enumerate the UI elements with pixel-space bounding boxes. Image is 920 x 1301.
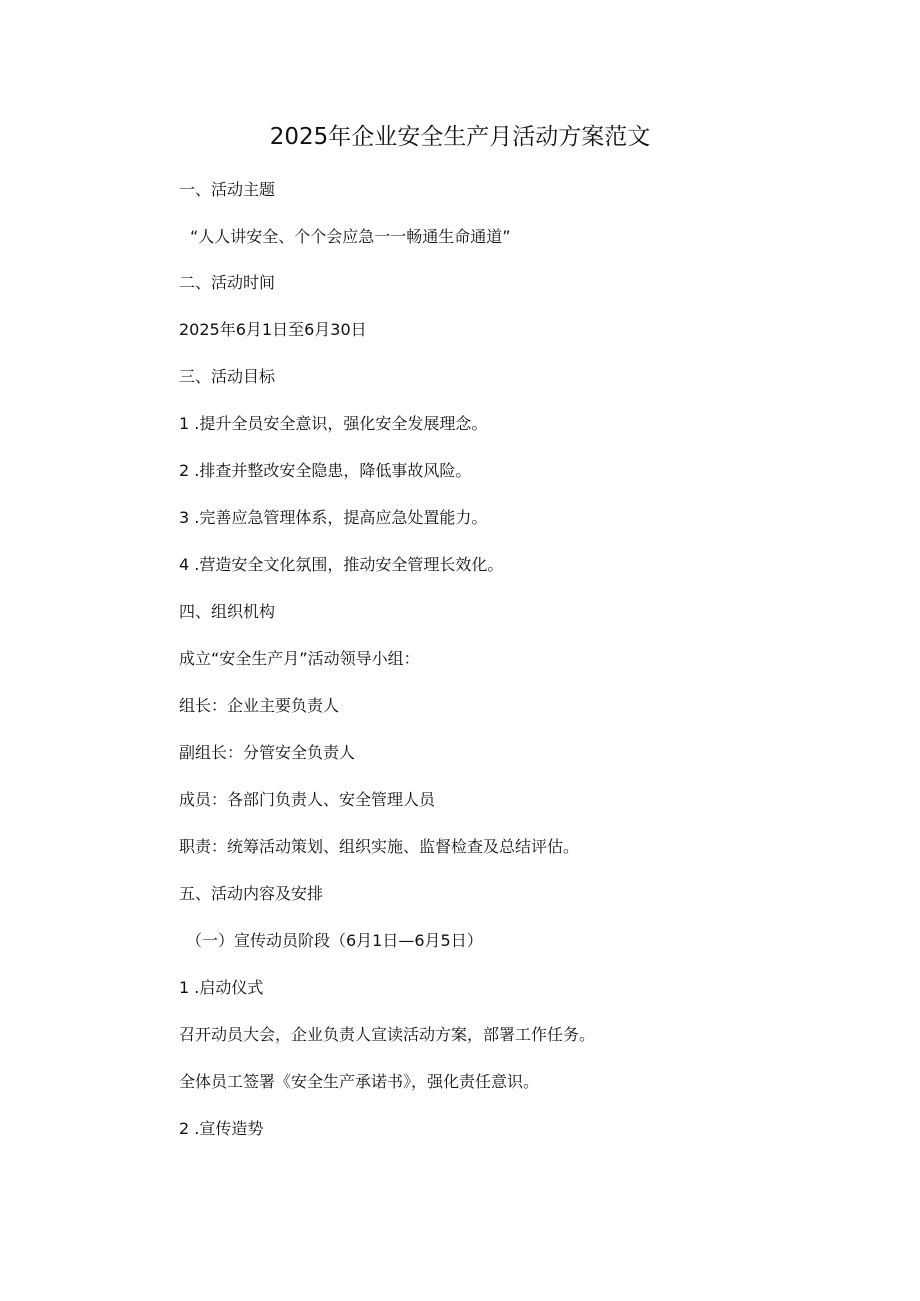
section-heading-goals: 三、活动目标: [179, 367, 276, 386]
phase-heading: （一）宣传动员阶段（6月1日—6月5日）: [186, 931, 483, 950]
paragraph: 召开动员大会，企业负责人宣读活动方案，部署工作任务。: [179, 1025, 596, 1044]
theme-slogan: “人人讲安全、个个会应急一一畅通生命通道”: [190, 227, 511, 246]
activity-date-range: 2025年6月1日至6月30日: [179, 320, 367, 339]
organization-duties: 职责：统筹活动策划、组织实施、监督检查及总结评估。: [179, 837, 580, 856]
goal-item: 4 .营造安全文化氛围，推动安全管理长效化。: [179, 555, 504, 574]
section-heading-content: 五、活动内容及安排: [179, 884, 324, 903]
goal-item: 2 .排查并整改安全隐患，降低事故风险。: [179, 461, 472, 480]
section-heading-theme: 一、活动主题: [179, 180, 276, 199]
organization-deputy: 副组长：分管安全负责人: [179, 743, 356, 762]
organization-leader: 组长：企业主要负责人: [179, 696, 340, 715]
document-title: 2025年企业安全生产月活动方案范文: [269, 124, 651, 150]
goal-item: 1 .提升全员安全意识，强化安全发展理念。: [179, 414, 488, 433]
section-heading-organization: 四、组织机构: [179, 602, 276, 621]
organization-intro: 成立“安全生产月”活动领导小组：: [179, 649, 420, 668]
subsection-heading: 1 .启动仪式: [179, 978, 264, 997]
subsection-heading: 2 .宣传造势: [179, 1119, 264, 1138]
organization-members: 成员：各部门负责人、安全管理人员: [179, 790, 436, 809]
goal-item: 3 .完善应急管理体系，提高应急处置能力。: [179, 508, 488, 527]
paragraph: 全体员工签署《安全生产承诺书》，强化责任意识。: [179, 1072, 540, 1091]
section-heading-time: 二、活动时间: [179, 273, 276, 292]
